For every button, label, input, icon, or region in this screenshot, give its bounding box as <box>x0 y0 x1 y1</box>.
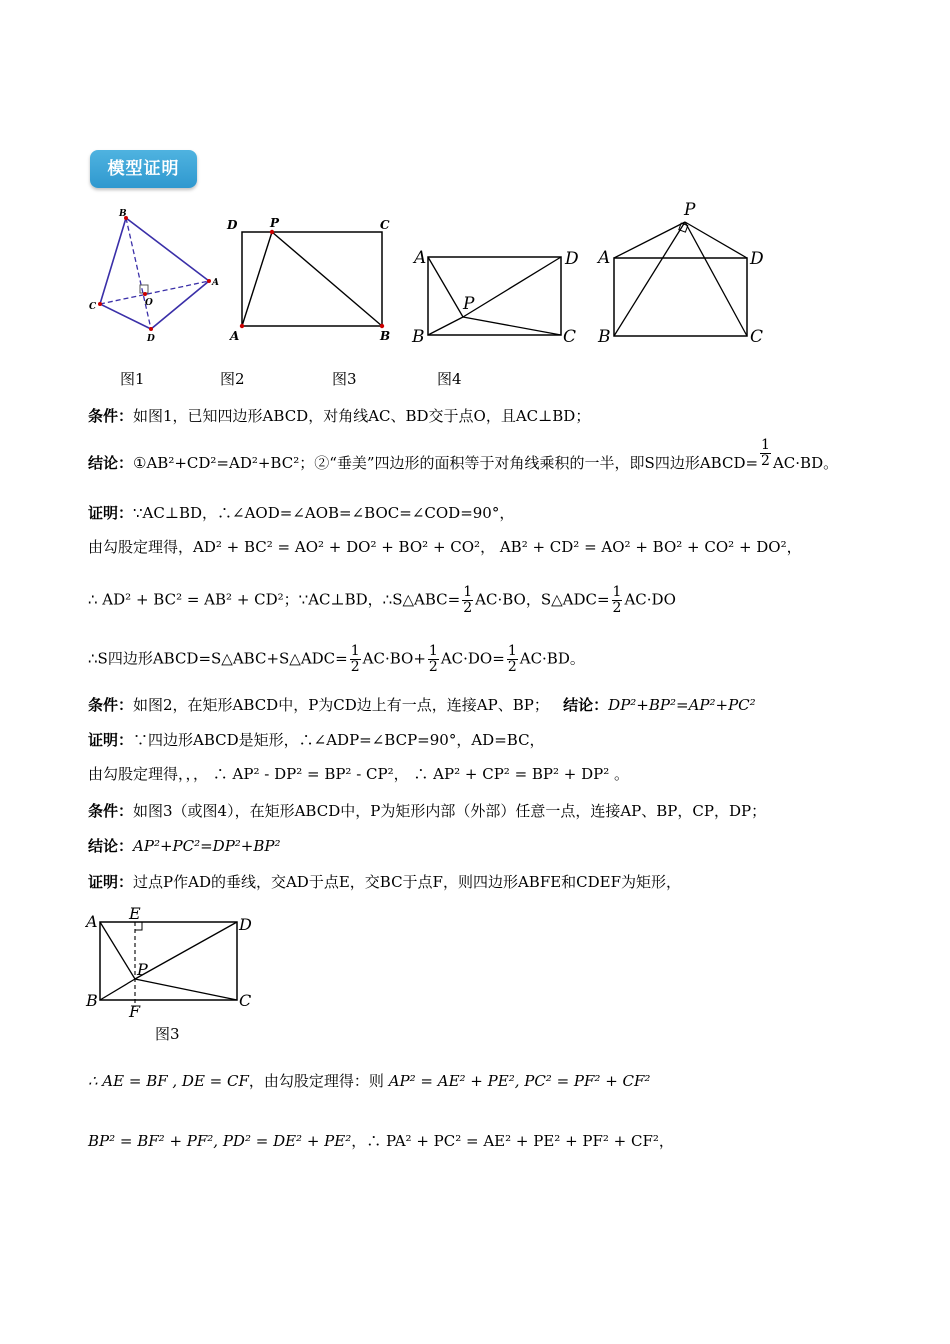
fig3b-label-a: A <box>86 912 98 931</box>
condition-1: 条件：如图1，已知四边形ABCD，对角线AC、BD交于点O，且AC⊥BD； <box>88 407 591 425</box>
section-badge: 模型证明 <box>90 150 197 188</box>
fig3b-label-p: P <box>137 960 148 979</box>
fig3-label-c: C <box>563 327 577 347</box>
proof-3-line-2: ∴ AE = BF , DE = CF，由勾股定理得：则 AP² = AE² + PE², PC² = PF² + CF² <box>88 1072 651 1090</box>
fig4-label-a: A <box>598 248 611 268</box>
fig2-label-b: B <box>380 329 391 343</box>
figure-2-diagram <box>222 212 397 347</box>
caption-fig4: 图4 <box>437 370 462 388</box>
fig3b-label-d: D <box>239 915 252 934</box>
caption-fig1: 图1 <box>120 370 145 388</box>
proof-3-line-1: 证明：过点P作AD的垂线，交AD于点E，交BC于点F，则四边形ABFE和CDEF为矩形， <box>88 873 682 891</box>
caption-fig3: 图3 <box>332 370 357 388</box>
proof-3-line-3: BP² = BF² + PF², PD² = DE² + PE²，∴ PA² + PC² = AE² + PE² + PF² + CF²， <box>88 1132 674 1150</box>
fig3b-label-f: F <box>129 1002 141 1021</box>
fig3b-label-b: B <box>86 991 98 1010</box>
fig4-label-c: C <box>750 327 764 347</box>
caption-fig2: 图2 <box>220 370 245 388</box>
fig4-label-b: B <box>598 327 611 347</box>
fig3-label-p: P <box>463 294 475 314</box>
fig3b-label-c: C <box>239 991 252 1010</box>
fig2-label-a: A <box>230 329 240 343</box>
condition-3: 条件：如图3（或图4），在矩形ABCD中，P为矩形内部（外部）任意一点，连接AP、BP，CP，DP； <box>88 802 767 820</box>
caption-fig3-inline: 图3 <box>155 1025 180 1043</box>
fig2-label-d: D <box>227 218 238 232</box>
fig2-label-c: C <box>380 218 390 232</box>
conclusion-3: 结论：AP²+PC²=DP²+BP² <box>88 837 281 855</box>
fig3-label-d: D <box>565 249 579 269</box>
fig1-label-a: A <box>212 278 219 288</box>
proof-1-line-2: 由勾股定理得，AD² + BC² = AO² + DO² + BO² + CO²， AB² + CD² = AO² + BO² + CO² + DO²， <box>88 538 802 556</box>
figure-1-diagram <box>85 205 220 345</box>
fig3-label-b: B <box>412 327 425 347</box>
figure-4-diagram <box>592 198 777 350</box>
fig1-label-o: O <box>145 298 153 308</box>
fig1-label-b: B <box>119 209 127 219</box>
proof-1-line-3: ∴ AD² + BC² = AB² + CD²；∵AC⊥BD，∴S△ABC= $\frac{1}{2}$ AC·BO，S△ADC= $\frac{1}{2}$ AC·DO <box>88 584 676 616</box>
fig3-label-a: A <box>414 248 427 268</box>
proof-1-line-1: 证明：∵AC⊥BD，∴∠AOD=∠AOB=∠BOC=∠COD=90°， <box>88 504 515 522</box>
fig4-label-d: D <box>750 249 764 269</box>
fig2-label-p: P <box>270 216 280 230</box>
fig3b-label-e: E <box>129 904 141 923</box>
proof-2-line-1: 证明：∵四边形ABCD是矩形，∴∠ADP=∠BCP=90°，AD=BC， <box>88 731 545 749</box>
fig1-label-d: D <box>147 334 155 344</box>
fig1-label-c: C <box>89 302 97 312</box>
proof-1-line-4: ∴S四边形ABCD=S△ABC+S△ADC= $\frac{1}{2}$ AC·BO+ $\frac{1}{2}$ AC·DO= $\frac{1}{2}$ AC·BD。 <box>88 643 585 675</box>
fig4-label-p: P <box>684 200 696 220</box>
conclusion-1: 结论：①AB²+CD²=AD²+BC²；②“垂美”四边形的面积等于对角线乘积的一半，即S四边形ABCD= $\frac{1}{2}$ AC·BD。 <box>88 436 839 472</box>
proof-2-line-2: 由勾股定理得，，， ∴ AP² - DP² = BP² - CP²， ∴ AP² + CP² = BP² + DP² 。 <box>88 765 630 783</box>
condition-2: 条件：如图2，在矩形ABCD中，P为CD边上有一点，连接AP、BP； 结论：DP²+BP²=AP²+PC² <box>88 696 756 714</box>
figure-3-diagram <box>405 240 590 350</box>
